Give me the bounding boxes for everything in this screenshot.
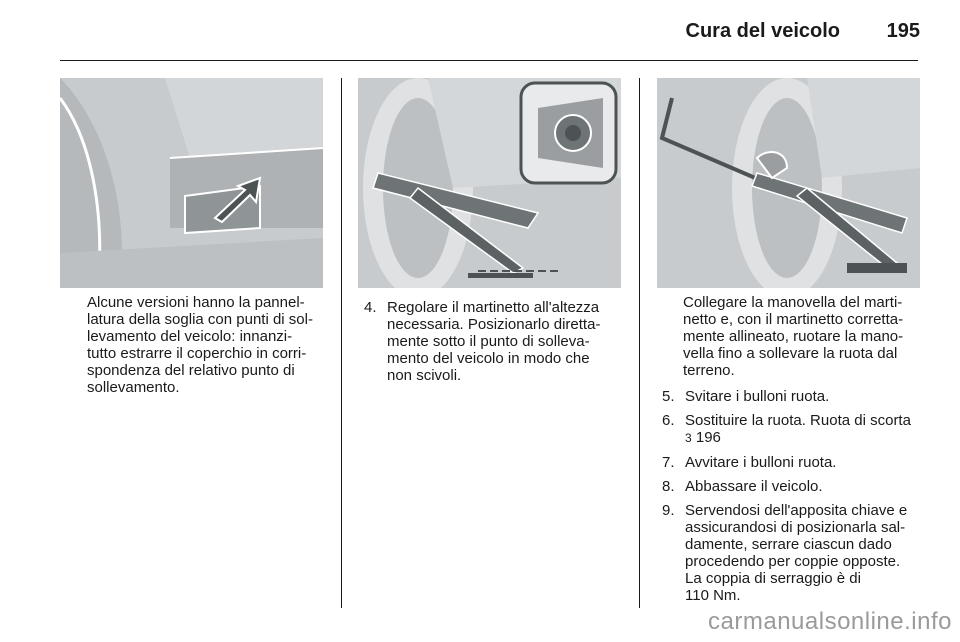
list-item (662, 454, 924, 471)
page-reference-arrow-icon: 3 (685, 431, 692, 445)
list-item (662, 412, 924, 447)
list-item (662, 388, 924, 405)
step-text: Abbassare il veicolo. (685, 478, 823, 495)
step-text: Servendosi dell'apposita chiave e assicurandosi di posizionarla sal- damente, serrare ciascun dado procedendo per coppie opposte. La coppia di serraggio è di 110 Nm. (685, 502, 908, 604)
list-item (662, 478, 924, 495)
step-list-column-2 (364, 299, 622, 391)
figure-jack-position (358, 78, 621, 288)
body-paragraph: Alcune versioni hanno la pannel- latura della soglia con punti di sol- levamento del veicolo: innanzi- tutto estrarre il coperchio in corri- spondenza del relativo punto di sollevamento. (87, 294, 313, 396)
step-list-column-3 (662, 388, 924, 611)
step-number: 9. (662, 502, 675, 519)
figure-sill-cover (60, 78, 323, 288)
step-number: 7. (662, 454, 675, 471)
list-item (364, 299, 622, 384)
column-divider-1 (341, 78, 342, 608)
column-divider-2 (639, 78, 640, 608)
step-text: Svitare i bulloni ruota. (685, 388, 830, 405)
step-number: 4. (364, 299, 377, 316)
intro-paragraph: Collegare la manovella del marti- netto e, con il martinetto corretta- mente allineato, ruotare la mano- vella fino a sollevare la ruota dal terreno. (683, 294, 904, 379)
step-number: 5. (662, 388, 675, 405)
section-title: Cura del veicolo (685, 20, 840, 42)
list-item (662, 502, 924, 604)
step-text: Regolare il martinetto all'altezza necessaria. Posizionarlo diretta- mente sotto il punto di solleva- mento del veicolo in modo che non scivoli. (387, 299, 601, 384)
header-rule (60, 60, 918, 61)
figure-jack-crank (657, 78, 920, 288)
step-text-with-ref (685, 412, 924, 447)
step-number: 6. (662, 412, 675, 429)
step-text: Avvitare i bulloni ruota. (685, 454, 837, 471)
step-text: Sostituire la ruota. Ruota di scorta (685, 412, 911, 429)
step-number: 8. (662, 478, 675, 495)
page-number: 195 (886, 20, 920, 42)
watermark: carmanualsonline.info (708, 608, 952, 635)
page-reference-link[interactable]: 196 (695, 429, 721, 446)
